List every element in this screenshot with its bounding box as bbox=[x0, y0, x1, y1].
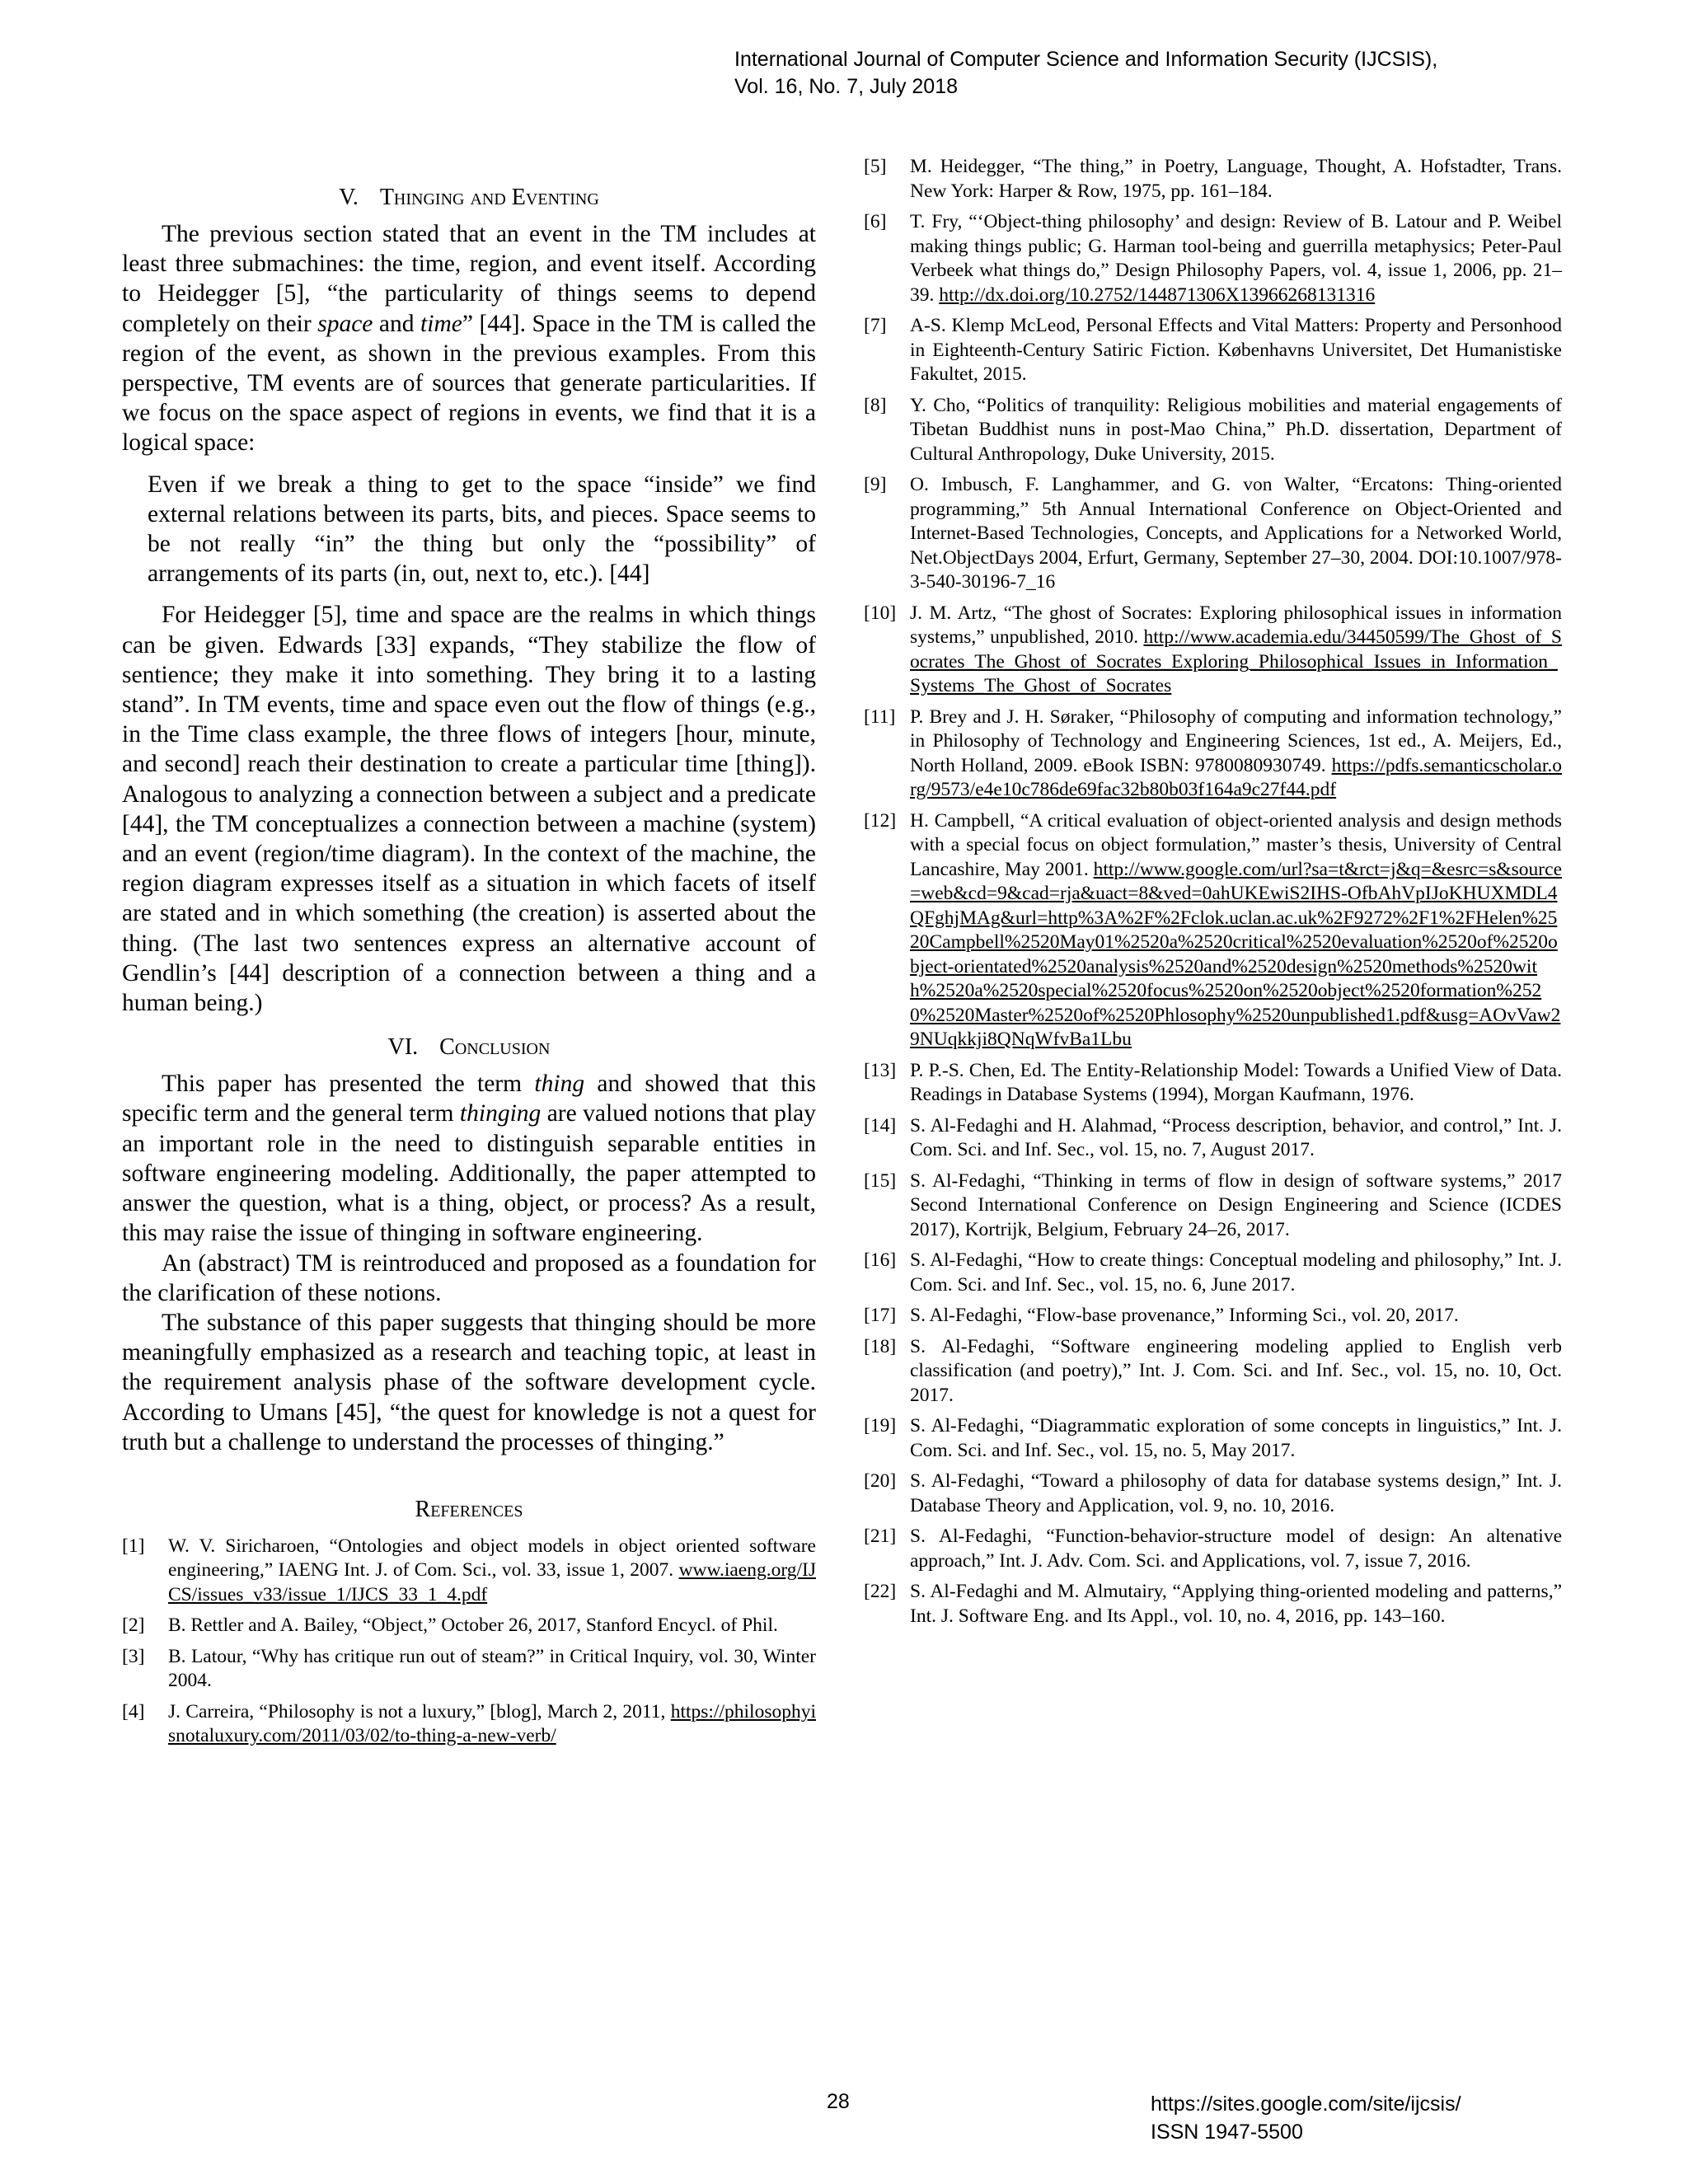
section-number: V. bbox=[339, 185, 359, 210]
reference-citation: S. Al-Fedaghi, “Software engineering modeling applied to English verb classification (and poetry),” Int. J. Com. Sci. and Inf. Sec., vol. 15, no. 10, Oct. 2017. bbox=[910, 1335, 1562, 1406]
reference-item bbox=[864, 1580, 1562, 1629]
emphasis-thinging: thinging bbox=[459, 1100, 542, 1127]
reference-number: [11] bbox=[864, 705, 896, 728]
reference-text bbox=[910, 1414, 1562, 1463]
reference-item bbox=[864, 1525, 1562, 1573]
reference-text bbox=[910, 155, 1562, 204]
reference-item bbox=[864, 1469, 1562, 1518]
reference-item bbox=[864, 210, 1562, 307]
reference-text bbox=[910, 1304, 1562, 1329]
reference-number: [21] bbox=[864, 1526, 897, 1547]
reference-citation: S. Al-Fedaghi and H. Alahmad, “Process description, behavior, and control,” Int. J. Com. Sci. and Inf. Sec., vol. 15, no. 7, August 2017. bbox=[910, 1114, 1562, 1160]
journal-issue: Vol. 16, No. 7, July 2018 bbox=[734, 75, 959, 98]
footer-site: https://sites.google.com/site/ijcsis/ bbox=[1151, 2093, 1461, 2116]
reference-text bbox=[910, 314, 1562, 387]
reference-text bbox=[910, 705, 1562, 803]
emphasis-thing: thing bbox=[534, 1071, 585, 1098]
paragraph: An (abstract) TM is reintroduced and proposed as a foundation for the clarification of these notions. bbox=[122, 1249, 816, 1306]
block-quote: Even if we break a thing to get to the space “inside” we find external relations between its parts, bits, and pieces. Space seems to be not really “in” the thing but only the “possibility” of arrangements of its parts (in, out, next to, etc.). [44] bbox=[148, 471, 816, 588]
reference-text bbox=[910, 1335, 1562, 1408]
reference-number: [13] bbox=[864, 1059, 897, 1081]
reference-item bbox=[864, 1249, 1562, 1297]
reference-citation: Y. Cho, “Politics of tranquility: Religious mobilities and material engagements of Tibetan Buddhist nuns in post-Mao China,” Ph.D. dissertation, Department of Cultural Anthropology, Duke University, 2015. bbox=[910, 394, 1562, 465]
reference-number: [18] bbox=[864, 1335, 897, 1357]
references-heading: References bbox=[415, 1496, 523, 1522]
reference-number: [9] bbox=[864, 474, 887, 495]
reference-number: [3] bbox=[122, 1645, 145, 1667]
reference-citation: S. Al-Fedaghi, “Flow-base provenance,” Informing Sci., vol. 20, 2017. bbox=[910, 1305, 1459, 1326]
reference-item bbox=[122, 1614, 816, 1638]
reference-item bbox=[864, 394, 1562, 467]
emphasis-time: time bbox=[420, 310, 462, 337]
reference-number: [2] bbox=[122, 1615, 145, 1637]
reference-citation: P. Brey and J. H. Søraker, “Philosophy of computing and information technology,” in Philosophy of Technology and Engineering Sciences, 1st ed., A. Meijers, Ed., North Holland, 2009. eBook ISBN: 9780080930749. bbox=[910, 705, 1562, 776]
reference-citation: W. V. Siricharoen, “Ontologies and object models in object oriented software engineering,” IAENG Int. J. of Com. Sci., vol. 33, issue 1, 2007. bbox=[168, 1535, 816, 1582]
reference-item bbox=[864, 155, 1562, 204]
reference-link[interactable]: https://philosophyisnotaluxury.com/2011/03/02/to-thing-a-new-verb/ bbox=[168, 1700, 816, 1747]
reference-number: [17] bbox=[864, 1305, 897, 1326]
reference-link[interactable]: www.iaeng.org/IJCS/issues_v33/issue_1/IJCS_33_1_4.pdf bbox=[168, 1559, 816, 1605]
reference-citation: S. Al-Fedaghi, “Diagrammatic exploration of some concepts in linguistics,” Int. J. Com. Sci. and Inf. Sec., vol. 15, no. 5, May 2017. bbox=[910, 1415, 1562, 1461]
section-number: VI. bbox=[387, 1034, 419, 1061]
reference-text bbox=[910, 394, 1562, 467]
reference-number: [4] bbox=[122, 1700, 145, 1722]
reference-text bbox=[910, 210, 1562, 307]
reference-number: [14] bbox=[864, 1114, 897, 1137]
section-heading-thinging-and-eventing bbox=[122, 183, 816, 213]
reference-text bbox=[910, 809, 1562, 1052]
section-heading-conclusion bbox=[122, 1033, 816, 1062]
paragraph: For Heidegger [5], time and space are the realms in which things can be given. Edwards [33] expands, “They stabilize the flow of sentience; they make it into something. They bring it to a lasting stand”. In TM events, time and space even out the flow of things (e.g., in the Time class example, the three flows of integers [hour, minute, and second] reach their destination to create a particular time [thing]). Analogous to analyzing a connection between a subject and a predicate [44], the TM conceptualizes a connection between a machine (system) and an event (region/time diagram). In the context of the machine, the region diagram expresses itself as a situation in which facets of itself are stated and in which something (the creation) is asserted about the thing. (The last two sentences express an alternative account of Gendlin’s [44] description of a connection between a thing and a human being.) bbox=[122, 602, 816, 1017]
reference-item bbox=[122, 1700, 816, 1749]
section-title: Thinging and Eventing bbox=[379, 185, 599, 210]
reference-citation: A-S. Klemp McLeod, Personal Effects and Vital Matters: Property and Personhood in Eighteenth-Century Satiric Fiction. Københavns Universitet, Det Humanistiske Fakultet, 2015. bbox=[910, 315, 1562, 385]
reference-citation: S. Al-Fedaghi, “Thinking in terms of flow in design of software systems,” 2017 Second International Conference on Design Engineering and Science (ICDES 2017), Kortrijk, Belgium, February 24–26, 2017. bbox=[910, 1169, 1562, 1240]
reference-citation: S. Al-Fedaghi, “Function-behavior-structure model of design: An altenative approach,” Int. J. Adv. Com. Sci. and Applications, vol. 7, issue 7, 2016. bbox=[910, 1526, 1562, 1572]
reference-link[interactable]: http://www.academia.edu/34450599/The_Ghost_of_Socrates_The_Ghost_of_Socrates_Exploring_Philosophical_Issues_in_Information_Systems_The_Ghost_of_Socrates bbox=[910, 626, 1562, 696]
reference-item bbox=[864, 809, 1562, 1052]
footer-issn: ISSN 1947-5500 bbox=[1151, 2121, 1303, 2144]
reference-item bbox=[864, 314, 1562, 387]
reference-item bbox=[122, 1535, 816, 1608]
reference-citation: P. P.-S. Chen, Ed. The Entity-Relationship Model: Towards a Unified View of Data. Readings in Database Systems (1994), Morgan Kaufmann, 1976. bbox=[910, 1059, 1562, 1105]
reference-text bbox=[910, 1249, 1562, 1297]
reference-citation: J. M. Artz, “The ghost of Socrates: Exploring philosophical issues in information systems,” unpublished, 2010. bbox=[910, 602, 1562, 648]
reference-link[interactable]: http://dx.doi.org/10.2752/144871306X13966268131316 bbox=[939, 284, 1376, 306]
reference-text bbox=[910, 1059, 1562, 1108]
reference-citation: S. Al-Fedaghi, “Toward a philosophy of data for database systems design,” Int. J. Database Theory and Application, vol. 9, no. 10, 2016. bbox=[910, 1470, 1562, 1516]
journal-header bbox=[734, 46, 1559, 101]
journal-title: International Journal of Computer Science and Information Security (IJCSIS), bbox=[734, 48, 1438, 71]
reference-text bbox=[168, 1645, 816, 1694]
reference-link[interactable]: http://www.google.com/url?sa=t&rct=j&q=&esrc=s&source=web&cd=9&cad=rja&uact=8&ved=0ahUKEwiS2IHS-OfbAhVpIJoKHUXMDL4QFghjMAg&url=http%3A%2F%2Fclok.uclan.ac.uk%2F9272%2F1%2FHelen%2520Campbell%2520May01%2520a%2520critical%2520evaluation%2520of%2520object-orientated%2520analysis%2520and%2520design%2520methods%2520with%2520a%2520special%2520focus%2520on%2520object%2520formation%2520%2520Master%2520of%2520Phlosophy%2520unpublished1.pdf&usg=AOvVaw29NUqkkji8QNqWfvBa1Lbu bbox=[910, 858, 1562, 1050]
reference-item bbox=[864, 1304, 1562, 1329]
reference-list-left bbox=[122, 1535, 816, 1749]
reference-list-right bbox=[864, 155, 1562, 1629]
reference-citation: M. Heidegger, “The thing,” in Poetry, Language, Thought, A. Hofstadter, Trans. New York: Harper & Row, 1975, pp. 161–184. bbox=[910, 156, 1562, 202]
reference-citation: H. Campbell, “A critical evaluation of object-oriented analysis and design methods with a special focus on object formulation,” master’s thesis, University of Central Lancashire, May 2001. bbox=[910, 809, 1562, 880]
reference-item bbox=[864, 1059, 1562, 1108]
reference-citation: T. Fry, “‘Object-thing philosophy’ and design: Review of B. Latour and P. Weibel making things public; G. Harman tool-being and guerrilla metaphysics; Peter-Paul Verbeek what things do,” Design Philosophy Papers, vol. 4, issue 1, 2006, pp. 21–39. bbox=[910, 211, 1562, 306]
reference-text bbox=[910, 473, 1562, 595]
reference-item bbox=[864, 473, 1562, 595]
reference-citation: J. Carreira, “Philosophy is not a luxury,” [blog], March 2, 2011, bbox=[168, 1700, 671, 1722]
reference-text bbox=[910, 1469, 1562, 1518]
reference-number: [7] bbox=[864, 315, 887, 336]
reference-item bbox=[864, 1335, 1562, 1408]
reference-number: [15] bbox=[864, 1169, 897, 1192]
left-column bbox=[122, 183, 816, 1755]
reference-text bbox=[910, 1580, 1562, 1629]
footer-info bbox=[1151, 2090, 1461, 2146]
reference-number: [6] bbox=[864, 211, 887, 232]
reference-item bbox=[864, 1414, 1562, 1463]
reference-item bbox=[864, 1169, 1562, 1243]
right-column bbox=[864, 155, 1562, 1635]
reference-number: [19] bbox=[864, 1415, 897, 1436]
reference-text bbox=[168, 1535, 816, 1608]
emphasis-space: space bbox=[317, 310, 373, 337]
reference-text bbox=[168, 1700, 816, 1749]
reference-citation: S. Al-Fedaghi and M. Almutairy, “Applying thing-oriented modeling and patterns,” Int. J. Software Eng. and Its Appl., vol. 10, no. 4, 2016, pp. 143–160. bbox=[910, 1581, 1562, 1627]
reference-text bbox=[910, 602, 1562, 699]
page-number: 28 bbox=[827, 2090, 850, 2113]
paragraph: The previous section stated that an event in the TM includes at least three submachines: the time, region, and event itself. According to Heidegger [5], “the particularity of things seems to depend completely on their space and time” [44]. Space in the TM is called the region of the event, as shown in the previous examples. From this perspective, TM events are of sources that generate particularities. If we focus on the space aspect of regions in events, we find that it is a logical space: bbox=[122, 221, 816, 457]
reference-item bbox=[122, 1645, 816, 1694]
reference-item bbox=[864, 705, 1562, 803]
reference-text bbox=[910, 1114, 1562, 1163]
reference-number: [22] bbox=[864, 1581, 897, 1602]
reference-text bbox=[168, 1614, 816, 1638]
reference-link[interactable]: https://pdfs.semanticscholar.org/9573/e4e10c786de69fac32b80b03f164a9c27f44.pdf bbox=[910, 754, 1562, 800]
reference-text bbox=[910, 1169, 1562, 1243]
reference-citation: B. Rettler and A. Bailey, “Object,” October 26, 2017, Stanford Encycl. of Phil. bbox=[168, 1615, 778, 1637]
reference-item bbox=[864, 1114, 1562, 1163]
paragraph: The substance of this paper suggests that thinging should be more meaningfully emphasized as a research and teaching topic, at least in the requirement analysis phase of the software development cycle. According to Umans [45], “the quest for knowledge is not a quest for truth but a challenge to understand the processes of thinging.” bbox=[122, 1309, 816, 1455]
reference-number: [1] bbox=[122, 1535, 145, 1557]
reference-number: [16] bbox=[864, 1249, 897, 1271]
reference-citation: S. Al-Fedaghi, “How to create things: Conceptual modeling and philosophy,” Int. J. Com. Sci. and Inf. Sec., vol. 15, no. 6, June 2017. bbox=[910, 1249, 1562, 1296]
reference-number: [8] bbox=[864, 394, 887, 416]
section-title: Conclusion bbox=[439, 1034, 551, 1061]
reference-number: [10] bbox=[864, 602, 897, 624]
reference-citation: B. Latour, “Why has critique run out of steam?” in Critical Inquiry, vol. 30, Winter 2004. bbox=[168, 1645, 816, 1692]
reference-text bbox=[910, 1525, 1562, 1573]
reference-citation: O. Imbusch, F. Langhammer, and G. von Walter, “Ercatons: Thing-oriented programming,” 5th Annual International Conference on Object-Oriented and Internet-Based Technologies, Concepts, and Applications for a Networked World, Net.ObjectDays 2004, Erfurt, Germany, September 27–30, 2004. DOI:10.1007/978-3-540-30196-7_16 bbox=[910, 474, 1562, 593]
reference-item bbox=[864, 602, 1562, 699]
reference-number: [12] bbox=[864, 809, 897, 832]
reference-number: [20] bbox=[864, 1470, 897, 1492]
paragraph: This paper has presented the term thing and showed that this specific term and the general term thinging are valued notions that play an important role in the need to distinguish separable entities in software engineering modeling. Additionally, the paper attempted to answer the question, what is a thing, object, or process? As a result, this may raise the issue of thinging in software engineering. bbox=[122, 1071, 817, 1247]
reference-number: [5] bbox=[864, 156, 887, 177]
